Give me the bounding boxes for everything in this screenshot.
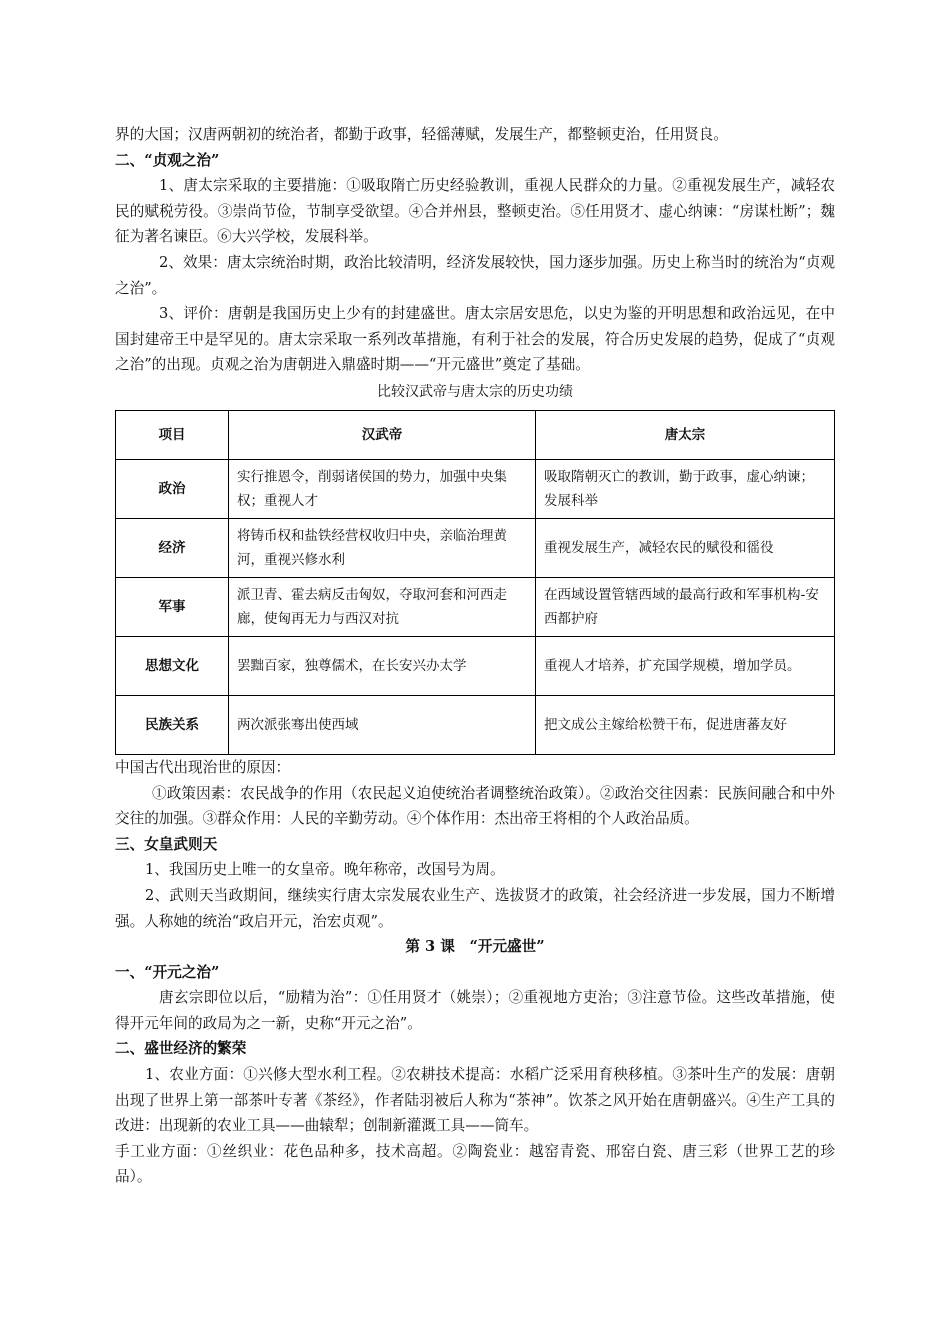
section-heading-economy: 二、盛世经济的繁荣: [115, 1040, 247, 1058]
kaiyuan-p1: 唐玄宗即位以后，“励精为治”：①任用贤才（姚崇）；②重视地方吏治；③注意节俭。这些改革措施，使得开元年间的政局为之一新，史称“开元之治”。: [115, 989, 835, 1032]
table-row: [116, 518, 835, 577]
wuzetian-p1: 1、我国历史上唯一的女皇帝。晚年称帝，改国号为周。: [145, 861, 505, 879]
row-item: 政治: [116, 459, 229, 518]
document-page: [115, 122, 835, 1190]
table-header-row: [116, 410, 835, 459]
row-han: 将铸币权和盐铁经营权收归中央，亲临治理黄河，重视兴修水利: [229, 518, 536, 577]
zhenguan-measures: 1、唐太宗采取的主要措施：①吸取隋亡历史经验教训，重视人民群众的力量。②重视发展生产，减轻农民的赋税劳役。③崇尚节俭，节制享受欲望。④合并州县，整顿吏治。⑤任用贤才、虚心纳谏：“房谋杜断”；魏征为著名谏臣。⑥大兴学校，发展科举。: [115, 177, 835, 246]
lesson-title: 第 3 课 “开元盛世”: [405, 938, 545, 956]
intro-paragraph: 界的大国；汉唐两朝初的统治者，都勤于政事，轻徭薄赋，发展生产，都整顿吏治，任用贤良。: [115, 126, 728, 143]
section-heading-wuzetian: 三、女皇武则天: [115, 835, 218, 853]
header-item: 项目: [116, 410, 229, 459]
zhenguan-evaluation: 3、评价：唐朝是我国历史上少有的封建盛世。唐太宗居安思危，以史为鉴的开明思想和政治远见，在中国封建帝王中是罕见的。唐太宗采取一系列改革措施，有利于社会的发展，符合历史发展的趋势，促成了“贞观之治”的出现。贞观之治为唐朝进入鼎盛时期——“开元盛世”奠定了基础。: [115, 305, 835, 374]
reasons-title: 中国古代出现治世的原因：: [115, 758, 291, 776]
reasons-body: ①政策因素：农民战争的作用（农民起义迫使统治者调整统治政策）。②政治交往因素：民族间融合和中外交往的加强。③群众作用：人民的辛勤劳动。④个体作用：杰出帝王将相的个人政治品质。: [115, 784, 835, 828]
row-han: 两次派张骞出使西域: [229, 695, 536, 754]
row-han: 派卫青、霍去病反击匈奴，夺取河套和河西走廊，使匈再无力与西汉对抗: [229, 577, 536, 636]
table-caption: 比较汉武帝与唐太宗的历史功绩: [377, 383, 573, 400]
table-row: [116, 695, 835, 754]
header-tangtaizong: 唐太宗: [536, 410, 835, 459]
table-row: [116, 636, 835, 695]
table-row: [116, 459, 835, 518]
row-tang: 在西域设置管辖西域的最高行政和军事机构-安西都护府: [536, 577, 835, 636]
economy-agriculture: 1、农业方面：①兴修大型水利工程。②农耕技术提高：水稻广泛采用育秧移植。③茶叶生产的发展：唐朝出现了世界上第一部茶叶专著《茶经》，作者陆羽被后人称为“茶神”。饮茶之风开始在唐朝盛兴。④生产工具的改进：出现新的农业工具——曲辕犁；创制新灌溉工具——筒车。: [115, 1066, 835, 1135]
comparison-table: [115, 410, 835, 755]
row-tang: 吸取隋朝灭亡的教训，勤于政事，虚心纳谏；发展科举: [536, 459, 835, 518]
row-item: 经济: [116, 518, 229, 577]
row-han: 罢黜百家，独尊儒术，在长安兴办太学: [229, 636, 536, 695]
section-heading-zhenguan: 二、“贞观之治”: [115, 151, 220, 169]
wuzetian-p2: 2、武则天当政期间，继续实行唐太宗发展农业生产、选拔贤才的政策，社会经济进一步发展，国力不断增强。人称她的统治“政启开元，治宏贞观”。: [115, 886, 835, 930]
row-item: 军事: [116, 577, 229, 636]
table-row: [116, 577, 835, 636]
economy-handicraft: 手工业方面：①丝织业：花色品种多，技术高超。②陶瓷业：越窑青瓷、邢窑白瓷、唐三彩（世界工艺的珍品）。: [115, 1142, 835, 1186]
section-heading-kaiyuan: 一、“开元之治”: [115, 963, 220, 981]
row-tang: 重视人才培养，扩充国学规模，增加学员。: [536, 636, 835, 695]
row-item: 民族关系: [116, 695, 229, 754]
row-tang: 把文成公主嫁给松赞干布，促进唐蕃友好: [536, 695, 835, 754]
row-item: 思想文化: [116, 636, 229, 695]
zhenguan-effect: 2、效果：唐太宗统治时期，政治比较清明，经济发展较快，国力逐步加强。历史上称当时的统治为“贞观之治”。: [115, 253, 835, 297]
header-hanwudi: 汉武帝: [229, 410, 536, 459]
row-tang: 重视发展生产，减轻农民的赋役和徭役: [536, 518, 835, 577]
row-han: 实行推恩令，削弱诸侯国的势力，加强中央集权；重视人才: [229, 459, 536, 518]
